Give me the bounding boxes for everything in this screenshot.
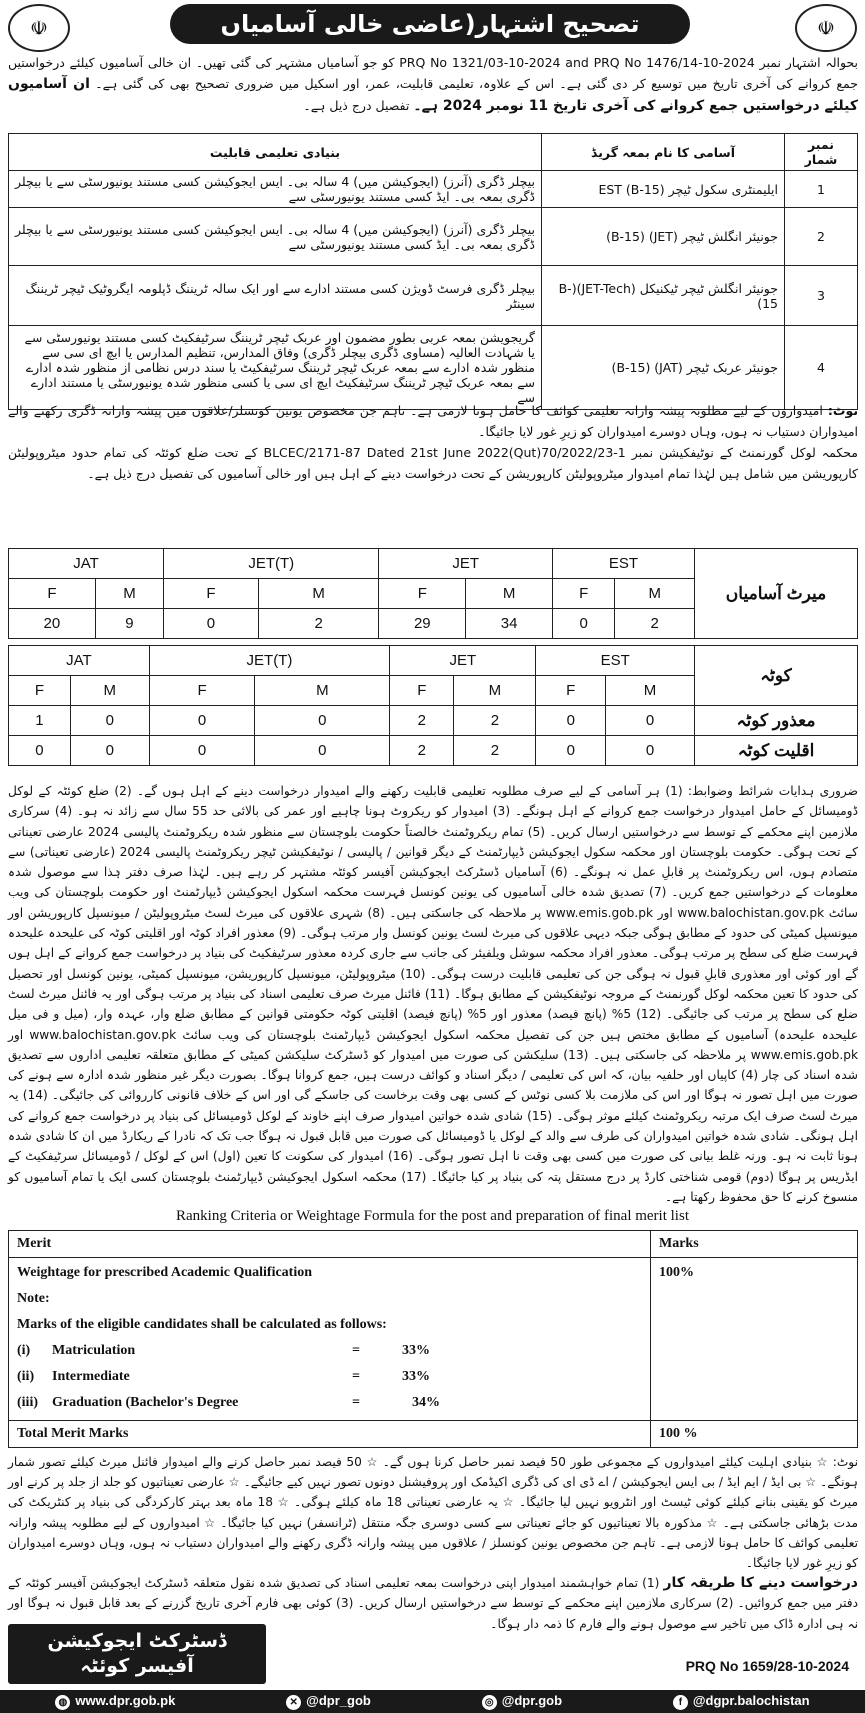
value-cell: 0 bbox=[164, 609, 259, 639]
gender-cell: M bbox=[615, 579, 695, 609]
item-eq: = bbox=[352, 1395, 360, 1410]
gender-cell: M bbox=[466, 579, 553, 609]
footer-text: www.dpr.gob.pk bbox=[75, 1693, 176, 1708]
value-cell: 1 bbox=[9, 706, 71, 736]
note-text: امیدواروں کے لیے مطلوبہ پیشہ وارانہ تعلیمی کوائف کا حامل ہونا لازمی ہے۔ تاہم جن مخصوص یونین کونسلز/علاقوں میں پیشہ وارانہ ڈگری رکھنے والے امیدواران دستیاب نہ ہوں، وہاں دوسرے امیدواران کو زیرِ غور لایا جائیگا۔ bbox=[8, 403, 858, 439]
table-row bbox=[9, 326, 858, 410]
list-item bbox=[17, 1390, 642, 1416]
note-label: نوٹ: bbox=[827, 403, 859, 418]
item-pct: 34% bbox=[412, 1395, 440, 1410]
group-header: JET(T) bbox=[149, 646, 390, 676]
group-header: JAT bbox=[9, 549, 164, 579]
notification-text: محکمہ لوکل گورنمنٹ کے نوٹیفکیشن نمبر 1-70/2022/23(Qut)BLCEC/2171-87 Dated 21st June 2022 کے تحت ضلع کوئٹہ کی تمام حدود میٹروپولیٹن کارپوریشن میں شامل ہیں لہٰذا تمام امیدوار میٹروپولیٹن کارپوریشن کے تحت درخواست دینے کے اہل ہیں اور خالی آسامیوں کی تفصیل درج ذیل ہے۔ bbox=[8, 445, 858, 481]
column-header-qualification: بنیادی تعلیمی قابلیت bbox=[9, 134, 542, 171]
merit-header: Merit bbox=[9, 1231, 651, 1258]
posts-table bbox=[8, 133, 858, 410]
ranking-total-row bbox=[9, 1421, 858, 1448]
ranking-header-row bbox=[9, 1231, 858, 1258]
value-cell: 0 bbox=[255, 736, 390, 766]
post-cell: ایلیمنٹری سکول ٹیچر EST (B-15) bbox=[542, 171, 785, 208]
item-name: Matriculation bbox=[52, 1343, 136, 1358]
value-cell: 0 bbox=[149, 706, 255, 736]
group-header: JET(T) bbox=[164, 549, 379, 579]
post-cell: جونیئر انگلش ٹیچر (JET) (B-15) bbox=[542, 208, 785, 266]
table-row bbox=[9, 171, 858, 208]
group-header: JAT bbox=[9, 646, 150, 676]
item-name: Graduation (Bachelor's Degree bbox=[52, 1395, 239, 1410]
intro-paragraph bbox=[8, 52, 858, 117]
row-label: معذور کوٹہ bbox=[695, 706, 858, 736]
quota-row-minority bbox=[9, 736, 858, 766]
footnote-paragraph bbox=[8, 1452, 858, 1634]
item-name: Intermediate bbox=[52, 1369, 130, 1384]
serial-cell: 2 bbox=[785, 208, 858, 266]
item-no: (iii) bbox=[17, 1395, 38, 1410]
weightage-label: Weightage for prescribed Academic Qualification bbox=[17, 1265, 313, 1280]
value-cell: 20 bbox=[9, 609, 96, 639]
group-header: EST bbox=[536, 646, 695, 676]
group-header: JET bbox=[379, 549, 553, 579]
method-label: درخواست دینے کا طریقہ کار bbox=[663, 1575, 858, 1592]
gender-cell: F bbox=[9, 676, 71, 706]
table-row bbox=[9, 208, 858, 266]
item-no: (i) bbox=[17, 1343, 31, 1358]
government-crest-icon: ☫ bbox=[8, 4, 70, 52]
footer-website[interactable] bbox=[55, 1693, 175, 1710]
serial-cell: 4 bbox=[785, 326, 858, 410]
list-item bbox=[17, 1364, 642, 1390]
terms-and-conditions: ضروری ہدایات شرائط وضوابط: (1) ہر آسامی کے لیے صرف مطلوبہ تعلیمی قابلیت رکھنے والے امیدوار درخواست دینے کے اہل ہوں گے۔ (2) ضلع کوئٹہ کے لوکل ڈومیسائل کے حامل امیدوار درخواست جمع کروانے کے اہل ہونگے۔ (3) امیدوار کو ریکروٹ ہونا چاہیے اور عمر کی بالائی حد 55 سال سے زائد نہ ہو۔ (4) سرکاری ملازمین اپنے محکمے کے توسط سے درخواستیں ارسال کریں۔ (5) تمام ریکروٹمنٹ خالصتاً حکومت بلوچستان سے منظور شدہ ریکروٹمنٹ پالیسی 2024 عارضی تعیناتی کے تحت ہوگی۔ حکومت بلوچستان اور محکمہ سکول ایجوکیشن ڈیپارٹمنٹ کے دیگر قوانین / پالیسی / نوٹیفکیشن ٹیچر ریکروٹمنٹ پالیسی 2024 (عارضی تعیناتی) سے متصادم ہوں، اس ریکروٹمنٹ پر قابلِ عمل نہ ہونگے۔ (6) آسامیاں ڈسٹرکٹ ایجوکیشن آفیسر کوئٹہ مشتہر کر رہے ہیں۔ لہٰذا صرف دفتر ہٰذا سے موصول شدہ معلومات کے درخواستیں جمع کریں۔ (7) تصدیق شدہ خالی آسامیوں کی یونین کونسل فہرست محکمہ اسکول ایجوکیشن ڈیپارٹمنٹ اور حکومت بلوچستان کی ویب سائٹ www.balochistan.gov.pk اور www.emis.gob.pk پر ملاحظہ کی جاسکتی ہیں۔ (8) شہری علاقوں کی میرٹ لسٹ میٹروپولیٹن / میونسپل کارپوریشن اور میونسپل کمیٹی کی حدود کے مطابق ہوگی جبکہ دیہی علاقوں کی میرٹ لسٹ یونین کونسل وار مرتب ہوگی۔ (9) معذور افراد کوٹہ اور اقلیتی کوٹہ کی علیحدہ علیحدہ فہرست ضلع کی سطح پر مرتب ہوگی۔ معذور افراد محکمہ سوشل ویلفیئر کی جانب سے جاری کردہ معذور سرٹیفکیٹ کی بنیاد پر درخواست جمع کروانے کے اہل ہوں گے اور کوئی اور معذوری قابلِ قبول نہ ہوگی جن کی تعلیمی قابلیت درست ہوگی۔ (10) میٹروپولیٹن، میونسپل کارپوریشن، میونسپل کمیٹی، یونین کونسل اور تحصیل کی حدود کا تعین محکمہ لوکل گورنمنٹ کے مروجہ نوٹیفکیشن کے مطابق ہوگا۔ (11) فائنل میرٹ صرف تعلیمی اسناد کی بنیاد پر مرتب ہوگی اور یہ فائنل میرٹ لسٹ ضلع کی سطح پر مرتب کی جائیگی۔ (12) 5% (پانچ فیصد) معذور اور 5% (پانچ فیصد) اقلیتی کوٹہ حکومتی قوانین کے مطابق ضلع وار، عہدہ وار، (میل و فی میل علیحدہ علیحدہ) آسامیوں کے مطابق مختص ہیں جن کی تفصیل محکمہ اسکول ایجوکیشن ڈیپارٹمنٹ بلوچستان کی ویب سائٹ www.balochistan.gov.pk اور www.emis.gob.pk پر ملاحظہ کی جاسکتی ہیں۔ (13) سلیکشن کی صورت میں امیدوار کو ڈسٹرکٹ سلیکشن کمیٹی کے مطابق متعلقہ تعلیمی اداروں سے تصدیق شدہ اسناد کی چار (4) کاپیاں اور حلفیہ بیان، کہ اس کی تعلیمی / دیگر اسناد و کوائف درست ہیں، جمع کروانا ہوگا۔ بصورت دیگر غیر منظور شدہ ادارہ سے ہونے کی صورت میں اہل تصور نہ ہوگا اور اس کی ملازمت بلا کسی نوٹس کے کسی بھی وقت برخاست کی جاسکے گی اور اس کے خلاف قانونی کارروائی کی جائیگی۔ (14) یہ میرٹ لسٹ صرف ایک مرتبہ ریکروٹمنٹ کیلئے موثر ہوگی۔ (15) شادی شدہ خواتین امیدوار صرف اپنے خاوند کے لوکل ڈومیسائل کی بنیاد پر درخواست جمع کروانے کی اہل ہونگی۔ شادی شدہ خواتین امیدواران کی طرف سے والد کے لوکل یا ڈومیسائل کی صورت میں قابل قبول نہ ہوگا جب تک کہ نادرا کے ریکارڈ میں ان کا شادی شدہ ہونا ثابت نہ ہو۔ ورنہ غلط بیانی کی صورت میں کسی بھی وقت نا اہل تصور ہوگی۔ (16) امیدوار کی سکونت کا تعین (اول) اس کے لوکل / ڈومیسائل سرٹیفکیٹ کے ایڈریس پر ہوگا (دوم) قومی شناختی کارڈ پر درج مستقل پتہ کی بنیاد پر کیا جائیگا۔ (17) محکمہ اسکول ایجوکیشن ڈیپارٹمنٹ بلوچستان کسی ایک یا تمام آسامیوں کو منسوخ کرنے کا حق محفوظ رکھتا ہے۔ bbox=[8, 784, 859, 1204]
value-cell: 0 bbox=[9, 736, 71, 766]
x-twitter-icon: ✕ bbox=[286, 1695, 301, 1710]
quota-table bbox=[8, 645, 858, 766]
posts-header-row bbox=[9, 134, 858, 171]
ranking-caption: Ranking Criteria or Weightage Formula for the post and preparation of final merit list bbox=[176, 1208, 689, 1224]
gender-cell: F bbox=[9, 579, 96, 609]
method-text: (1) تمام خواہشمند امیدوار اپنی درخواست بمعہ تعلیمی اسناد کی تصدیق شدہ نقول متعلقہ ڈسٹرکٹ ایجوکیشن آفیسر کوئٹہ کے دفتر میں جمع کروائیں۔ (2) سرکاری ملازمین اپنے محکمے کے توسط سے درخواستیں ارسال کریں۔ (3) کوئی بھی فارم آخری تاریخ گزرنے کے بعد قابل قبول نہ ہوگا اور نہ ہی ادارہ ڈاک میں تاخیر سے موصول ہونے والے فارم کا ذمہ دار ہوگا۔ bbox=[8, 1576, 858, 1631]
quota-row-disabled bbox=[9, 706, 858, 736]
value-cell: 0 bbox=[536, 736, 606, 766]
value-cell: 34 bbox=[466, 609, 553, 639]
table-row bbox=[9, 266, 858, 326]
item-pct: 33% bbox=[402, 1369, 430, 1384]
qualification-cell: گریجویشن بمعہ عربی بطور مضمون اور عربک ٹیچر ٹریننگ سرٹیفکیٹ کسی مستند یونیورسٹی سے یا شہادت العالیہ (مساوی ڈگری بیچلر ڈگری) وفاق المدارس، تنظیم المدارس یا ایچ ای سی سے منظور شدہ ادارے سے بمعہ عربک ٹیچر ٹریننگ سرٹیفکیٹ یا سند درس نظامی از منظور شدہ ادارے سے بمعہ عربک ٹیچر ٹریننگ سرٹیفکیٹ ایچ ای سی یا کسی منظور شدہ یونیورسٹی یا مستند ادارے سے bbox=[9, 326, 542, 410]
group-header: JET bbox=[390, 646, 536, 676]
office-line-2: آفیسر کوئٹہ bbox=[80, 1655, 194, 1677]
value-cell: 2 bbox=[454, 706, 536, 736]
serial-cell: 1 bbox=[785, 171, 858, 208]
gender-cell: M bbox=[454, 676, 536, 706]
list-item bbox=[17, 1338, 642, 1364]
merit-label: میرٹ آسامیاں bbox=[695, 549, 858, 639]
item-pct: 33% bbox=[402, 1343, 430, 1358]
gender-cell: F bbox=[379, 579, 466, 609]
intro-tail: تفصیل درج ذیل ہے۔ bbox=[303, 98, 410, 113]
footer-x[interactable] bbox=[286, 1693, 371, 1710]
gender-cell: F bbox=[149, 676, 255, 706]
item-no: (ii) bbox=[17, 1369, 35, 1384]
value-cell: 2 bbox=[390, 736, 454, 766]
value-cell: 0 bbox=[606, 736, 695, 766]
value-cell: 0 bbox=[70, 736, 149, 766]
ranking-table bbox=[8, 1230, 858, 1448]
qualification-cell: بیچلر ڈگری (آنرز) (ایجوکیشن میں) 4 سالہ بی۔ ایس ایجوکیشن کسی مستند یونیورسٹی سے یا بیچلر ڈگری بمعہ بی۔ ایڈ کسی مستند یونیورسٹی سے bbox=[9, 171, 542, 208]
deadline-emphasis: ان آسامیوں کیلئے درخواستیں جمع کروانے کی آخری تاریخ 11 نومبر 2024 ہے۔ bbox=[8, 76, 858, 114]
value-cell: 2 bbox=[615, 609, 695, 639]
gender-cell: F bbox=[164, 579, 259, 609]
value-cell: 2 bbox=[390, 706, 454, 736]
gender-cell: M bbox=[606, 676, 695, 706]
column-header-post: آسامی کا نام بمعہ گریڈ bbox=[542, 134, 785, 171]
footnote-text: نوٹ: ☆ بنیادی اہلیت کیلئے امیدواروں کے مجموعی طور 50 فیصد نمبر حاصل کرنا ہوں گے۔ ☆ 50 فیصد نمبر حاصل کرنے والے امیدوار فائنل میرٹ کیلئے تصور شمار ہونگے۔ ☆ بی ایڈ / ایم ایڈ / بی ایس ایجوکیشن / اے ڈی ای کی ڈگری اکیڈمک اور پروفیشنل دونوں تصور نہیں کیے جائیگے۔ ☆ عارضی تعیناتیوں کو جلد از جلد پر کرنے اور میرٹ کو یقینی بنانے کیلئے کوئی ٹیسٹ اور انٹرویو نہیں لیا جائیگا۔ ☆ یہ عارضی تعیناتی 18 ماہ کیلئے ہوگی۔ ☆ 18 ماہ بعد بہتر کارکردگی کی بنیاد پر کنٹریکٹ کی مدت بڑھائی جاسکتی ہے۔ ☆ مذکورہ بالا تعیناتیوں کو جائے تعیناتی سے کسی دوسری جگہ منتقل (ٹرانسفر) نہیں کیا جائیگا۔ ☆ امیدواروں کے لیے مطلوبہ پیشہ وارانہ تعلیمی کوائف کا حامل ہونا لازمی ہے۔ تاہم جن مخصوص یونین کونسلز / علاقوں میں پیشہ وارانہ ڈگری رکھنے والے امیدواران دستیاب نہ ہوں، وہاں دوسرے امیدواران کو زیرِ غور لایا جائیگا۔ bbox=[8, 1455, 858, 1571]
value-cell: 0 bbox=[553, 609, 615, 639]
facebook-icon: f bbox=[673, 1695, 688, 1710]
item-eq: = bbox=[352, 1343, 360, 1358]
marks-header: Marks bbox=[651, 1231, 858, 1258]
gender-cell: F bbox=[536, 676, 606, 706]
note-label: Note: bbox=[17, 1291, 50, 1306]
footer-facebook[interactable] bbox=[673, 1693, 810, 1710]
group-header: EST bbox=[553, 549, 695, 579]
weightage-marks: 100% bbox=[651, 1258, 858, 1421]
merit-table bbox=[8, 548, 858, 639]
globe-icon: ◍ bbox=[55, 1695, 70, 1710]
calc-label: Marks of the eligible candidates shall be calculated as follows: bbox=[17, 1317, 387, 1332]
total-marks: 100 % bbox=[651, 1421, 858, 1448]
qualification-cell: بیچلر ڈگری فرسٹ ڈویژن کسی مستند ادارے سے اور ایک سالہ ٹریننگ ڈپلومہ ایگروٹیک ٹیچر ٹریننگ سینٹر bbox=[9, 266, 542, 326]
item-eq: = bbox=[352, 1369, 360, 1384]
gender-cell: M bbox=[95, 579, 163, 609]
total-label: Total Merit Marks bbox=[9, 1421, 651, 1448]
gender-cell: M bbox=[258, 579, 379, 609]
note-paragraph bbox=[8, 400, 858, 484]
quota-label: کوٹہ bbox=[695, 646, 858, 706]
intro-text: بحوالہ اشتہار نمبر PRQ No 1321/03-10-2024 and PRQ No 1476/14-10-2024 کو جو آسامیاں مشتہر کی گئی تھیں۔ ان خالی آسامیوں کیلئے درخواستیں جمع کروانے کی آخری تاریخ میں توسیع کر دی گئی ہے۔ اس کے علاوہ، تعلیمی قابلیت، عمر، اور اسکیل میں ضروری تصحیح بھی کی گئی ہے۔ bbox=[8, 55, 859, 91]
advertisement-title: تصحیح اشتہار(عاضی خالی آسامیاں bbox=[170, 4, 690, 44]
gender-cell: F bbox=[553, 579, 615, 609]
value-cell: 29 bbox=[379, 609, 466, 639]
gender-cell: M bbox=[255, 676, 390, 706]
government-crest-icon: ☫ bbox=[795, 4, 857, 52]
footer-text: @dpr.gob bbox=[501, 1693, 563, 1708]
qualification-cell: بیچلر ڈگری (آنرز) (ایجوکیشن میں) 4 سالہ بی۔ ایس ایجوکیشن کسی مستند یونیورسٹی سے یا بیچلر ڈگری بمعہ بی۔ ایڈ کسی مستند یونیورسٹی سے bbox=[9, 208, 542, 266]
value-cell: 0 bbox=[70, 706, 149, 736]
office-line-1: ڈسٹرکٹ ایجوکیشن bbox=[47, 1630, 227, 1652]
serial-cell: 3 bbox=[785, 266, 858, 326]
row-label: اقلیت کوٹہ bbox=[695, 736, 858, 766]
merit-group-row bbox=[9, 549, 858, 579]
value-cell: 0 bbox=[149, 736, 255, 766]
gender-cell: F bbox=[390, 676, 454, 706]
value-cell: 2 bbox=[258, 609, 379, 639]
footer-text: @dgpr.balochistan bbox=[692, 1693, 810, 1708]
footer-text: @dpr_gob bbox=[306, 1693, 371, 1708]
footer-instagram[interactable] bbox=[482, 1693, 562, 1710]
footer-bar bbox=[0, 1690, 865, 1713]
post-cell: جونیئر انگلش ٹیچر ٹیکنیکل (JET-Tech)(B-15) bbox=[542, 266, 785, 326]
prq-number: PRQ No 1659/28-10-2024 bbox=[685, 1658, 849, 1674]
quota-group-row bbox=[9, 646, 858, 676]
instagram-icon: ◎ bbox=[482, 1695, 497, 1710]
value-cell: 0 bbox=[536, 706, 606, 736]
value-cell: 2 bbox=[454, 736, 536, 766]
ranking-body-row bbox=[9, 1258, 858, 1421]
gender-cell: M bbox=[70, 676, 149, 706]
column-header-serial: نمبر شمار bbox=[785, 134, 858, 171]
value-cell: 9 bbox=[95, 609, 163, 639]
value-cell: 0 bbox=[255, 706, 390, 736]
post-cell: جونیئر عربک ٹیچر (JAT) (B-15) bbox=[542, 326, 785, 410]
value-cell: 0 bbox=[606, 706, 695, 736]
issuing-office bbox=[8, 1624, 266, 1684]
